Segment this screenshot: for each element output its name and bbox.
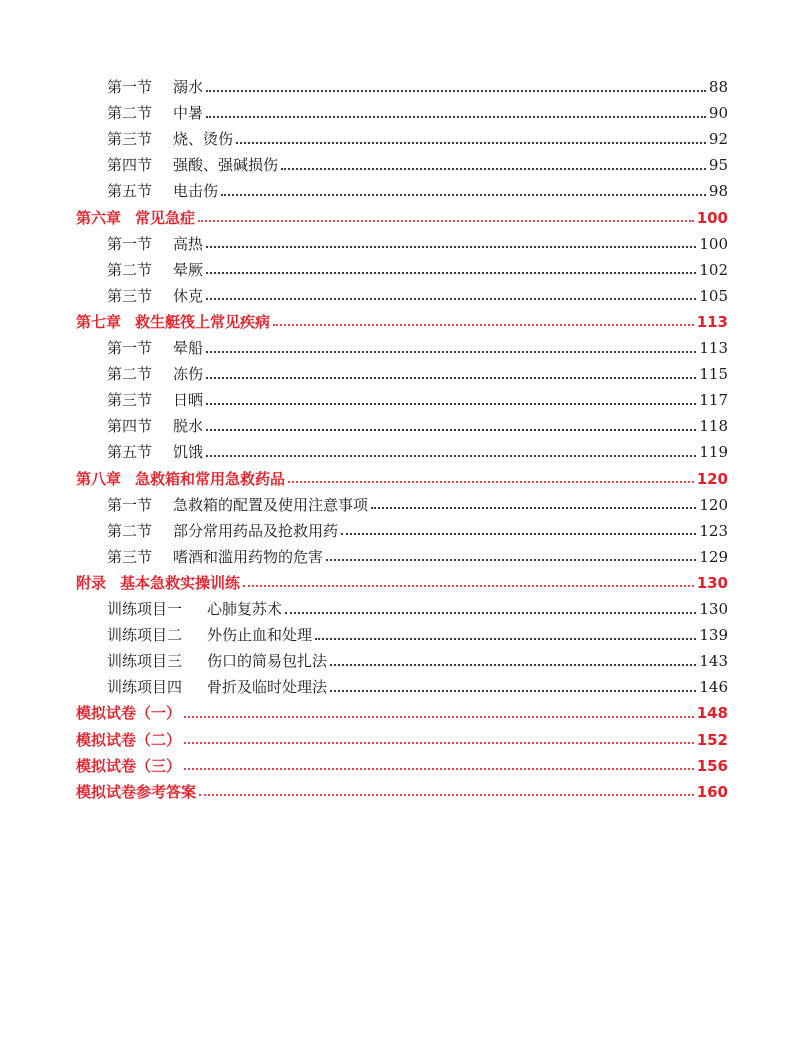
toc-entry-page: 120	[699, 495, 728, 514]
toc-entry-title: 中暑	[173, 104, 204, 123]
toc-entry-number: 第四节	[107, 417, 153, 436]
toc-entry-label	[107, 648, 327, 674]
toc-entry-label	[107, 492, 368, 518]
toc-chapter-entry	[76, 205, 728, 231]
toc-entry-title: 晕船	[173, 339, 204, 357]
toc-dot-leader	[206, 245, 696, 248]
toc-entry-page: 130	[696, 573, 728, 592]
toc-dot-leader	[273, 323, 694, 326]
toc-entry-title: 模拟试卷参考答案	[76, 782, 197, 801]
toc-entry-number: 第一节	[107, 339, 153, 357]
toc-dot-leader	[330, 689, 696, 692]
toc-section-entry	[107, 335, 728, 361]
toc-dot-leader	[236, 141, 706, 144]
toc-entry-page: 105	[699, 286, 728, 305]
toc-dot-leader	[221, 193, 706, 196]
toc-entry-page: 120	[696, 469, 728, 488]
toc-dot-leader	[184, 715, 694, 718]
toc-chapter-entry	[76, 727, 728, 753]
toc-dot-leader	[206, 428, 696, 431]
toc-entry-label	[76, 779, 196, 805]
toc-entry-number: 第五节	[107, 182, 153, 201]
toc-entry-page: 156	[696, 756, 728, 775]
toc-section-entry	[107, 413, 728, 439]
toc-entry-title: 模拟试卷（一）	[76, 704, 182, 723]
toc-entry-label	[107, 257, 203, 283]
toc-entry-label	[107, 178, 218, 204]
toc-section-entry	[107, 74, 728, 100]
toc-section-entry	[107, 648, 728, 674]
toc-entry-number: 第二节	[107, 521, 153, 540]
toc-entry-number: 训练项目四	[107, 678, 183, 697]
toc-dot-leader	[285, 611, 696, 614]
toc-entry-page: 139	[699, 626, 728, 645]
toc-entry-label	[107, 622, 312, 648]
toc-section-entry	[107, 596, 728, 622]
toc-entry-number: 第七章	[76, 312, 122, 331]
toc-entry-title: 模拟试卷（二）	[76, 730, 182, 749]
toc-entry-title: 嗜酒和滥用药物的危害	[173, 547, 324, 566]
toc-chapter-entry	[76, 700, 728, 726]
toc-section-entry	[107, 152, 728, 178]
toc-entry-number: 训练项目一	[107, 600, 183, 618]
toc-entry-number: 第三节	[107, 547, 153, 566]
toc-entry-label	[107, 335, 203, 361]
toc-entry-title: 高热	[173, 234, 204, 253]
toc-entry-page: 146	[699, 678, 728, 697]
toc-section-entry	[107, 257, 728, 283]
toc-entry-page: 160	[696, 782, 728, 801]
toc-chapter-entry	[76, 466, 728, 492]
toc-entry-page: 148	[696, 704, 728, 723]
toc-entry-label	[76, 570, 240, 596]
toc-section-entry	[107, 178, 728, 204]
toc-entry-page: 113	[696, 312, 728, 331]
toc-entry-page: 123	[699, 521, 728, 540]
toc-chapter-entry	[76, 753, 728, 779]
toc-entry-title: 救生艇筏上常见疾病	[135, 312, 271, 331]
toc-entry-number: 第五节	[107, 443, 153, 462]
toc-entry-number: 第一节	[107, 234, 153, 253]
toc-entry-title: 外伤止血和处理	[207, 626, 313, 645]
toc-entry-number: 训练项目二	[107, 626, 183, 645]
toc-entry-number: 第一节	[107, 495, 153, 514]
toc-section-entry	[107, 622, 728, 648]
toc-section-entry	[107, 492, 728, 518]
toc-dot-leader	[206, 271, 696, 274]
toc-section-entry	[107, 100, 728, 126]
toc-entry-number: 第四节	[107, 156, 153, 175]
toc-entry-label	[76, 700, 181, 726]
toc-section-entry	[107, 283, 728, 309]
toc-chapter-entry	[76, 779, 728, 805]
toc-entry-title: 骨折及临时处理法	[207, 678, 328, 697]
toc-dot-leader	[288, 480, 694, 483]
toc-entry-title: 伤口的简易包扎法	[207, 652, 328, 671]
toc-dot-leader	[206, 454, 696, 457]
toc-entry-title: 急救箱和常用急救药品	[135, 469, 286, 488]
toc-entry-page: 100	[699, 234, 728, 253]
toc-section-entry	[107, 439, 728, 465]
toc-dot-leader	[330, 663, 696, 666]
toc-entry-label	[107, 518, 338, 544]
toc-entry-number: 第三节	[107, 391, 153, 410]
toc-entry-page: 118	[699, 417, 728, 436]
toc-entry-number: 第一节	[107, 78, 153, 96]
toc-entry-title: 冻伤	[173, 365, 204, 384]
toc-entry-title: 日晒	[173, 391, 204, 410]
toc-entry-number: 第八章	[76, 469, 122, 488]
toc-entry-page: 115	[699, 365, 728, 384]
toc-entry-label	[107, 126, 233, 152]
toc-entry-title: 晕厥	[173, 260, 204, 279]
toc-entry-page: 90	[708, 104, 728, 123]
toc-section-entry	[107, 544, 728, 570]
toc-entry-label	[76, 727, 181, 753]
toc-entry-label	[107, 74, 203, 100]
toc-dot-leader	[326, 558, 696, 561]
toc-section-entry	[107, 126, 728, 152]
toc-section-entry	[107, 361, 728, 387]
toc-entry-number: 第三节	[107, 286, 153, 305]
toc-entry-label	[107, 413, 203, 439]
toc-dot-leader	[206, 297, 696, 300]
toc-entry-label	[76, 466, 285, 492]
toc-entry-label	[76, 309, 270, 335]
toc-entry-title: 基本急救实操训练	[120, 573, 241, 592]
toc-section-entry	[107, 518, 728, 544]
toc-section-entry	[107, 231, 728, 257]
toc-dot-leader	[243, 584, 694, 587]
toc-entry-page: 143	[699, 652, 728, 671]
toc-entry-title: 心肺复苏术	[207, 600, 283, 618]
toc-dot-leader	[281, 167, 706, 170]
toc-dot-leader	[206, 89, 706, 92]
toc-entry-title: 部分常用药品及抢救用药	[173, 521, 339, 540]
toc-entry-number: 第二节	[107, 365, 153, 384]
toc-entry-title: 脱水	[173, 417, 204, 436]
toc-dot-leader	[315, 637, 696, 640]
toc-dot-leader	[199, 793, 694, 796]
toc-entry-label	[107, 439, 203, 465]
toc-section-entry	[107, 674, 728, 700]
toc-entry-label	[76, 205, 195, 231]
toc-entry-number: 第二节	[107, 104, 153, 123]
toc-entry-page: 95	[708, 156, 728, 175]
toc-entry-page: 102	[699, 260, 728, 279]
toc-entry-label	[107, 544, 323, 570]
toc-entry-page: 98	[708, 182, 728, 201]
toc-entry-number: 附录	[76, 573, 107, 592]
toc-dot-leader	[206, 115, 706, 118]
toc-chapter-entry	[76, 309, 728, 335]
toc-entry-page: 119	[699, 443, 728, 462]
toc-entry-title: 电击伤	[173, 182, 219, 201]
toc-dot-leader	[371, 506, 696, 509]
toc-entry-label	[107, 674, 327, 700]
toc-entry-label	[107, 100, 203, 126]
toc-entry-number: 第六章	[76, 208, 122, 227]
toc-entry-title: 烧、烫伤	[173, 130, 234, 149]
toc-entry-page: 129	[699, 547, 728, 566]
toc-entry-label	[76, 753, 181, 779]
toc-entry-page: 100	[696, 208, 728, 227]
toc-entry-label	[107, 387, 203, 413]
toc-dot-leader	[184, 741, 694, 744]
toc-entry-label	[107, 231, 203, 257]
toc-entry-page: 88	[708, 78, 728, 96]
toc-entry-page: 117	[699, 391, 728, 410]
toc-entry-title: 休克	[173, 286, 204, 305]
toc-entry-title: 急救箱的配置及使用注意事项	[173, 495, 369, 514]
toc-dot-leader	[198, 219, 694, 222]
toc-entry-number: 第三节	[107, 130, 153, 149]
toc-chapter-entry	[76, 570, 728, 596]
toc-section-entry	[107, 387, 728, 413]
toc-entry-number: 训练项目三	[107, 652, 183, 671]
toc-entry-title: 常见急症	[135, 208, 196, 227]
toc-entry-label	[107, 361, 203, 387]
toc-entry-label	[107, 152, 278, 178]
toc-entry-label	[107, 283, 203, 309]
toc-dot-leader	[206, 376, 696, 379]
toc-dot-leader	[341, 532, 696, 535]
toc-entry-number: 第二节	[107, 260, 153, 279]
toc-entry-title: 强酸、强碱损伤	[173, 156, 279, 175]
toc-entry-page: 130	[699, 600, 728, 618]
toc-dot-leader	[184, 767, 694, 770]
toc-entry-page: 113	[699, 339, 728, 357]
toc-entry-page: 152	[696, 730, 728, 749]
toc-entry-label	[107, 596, 282, 622]
toc-entry-title: 饥饿	[173, 443, 204, 462]
toc-entry-page: 92	[708, 130, 728, 149]
toc-entry-title: 模拟试卷（三）	[76, 756, 182, 775]
toc-dot-leader	[206, 350, 696, 353]
toc-entry-title: 溺水	[173, 78, 204, 96]
toc-dot-leader	[206, 402, 696, 405]
